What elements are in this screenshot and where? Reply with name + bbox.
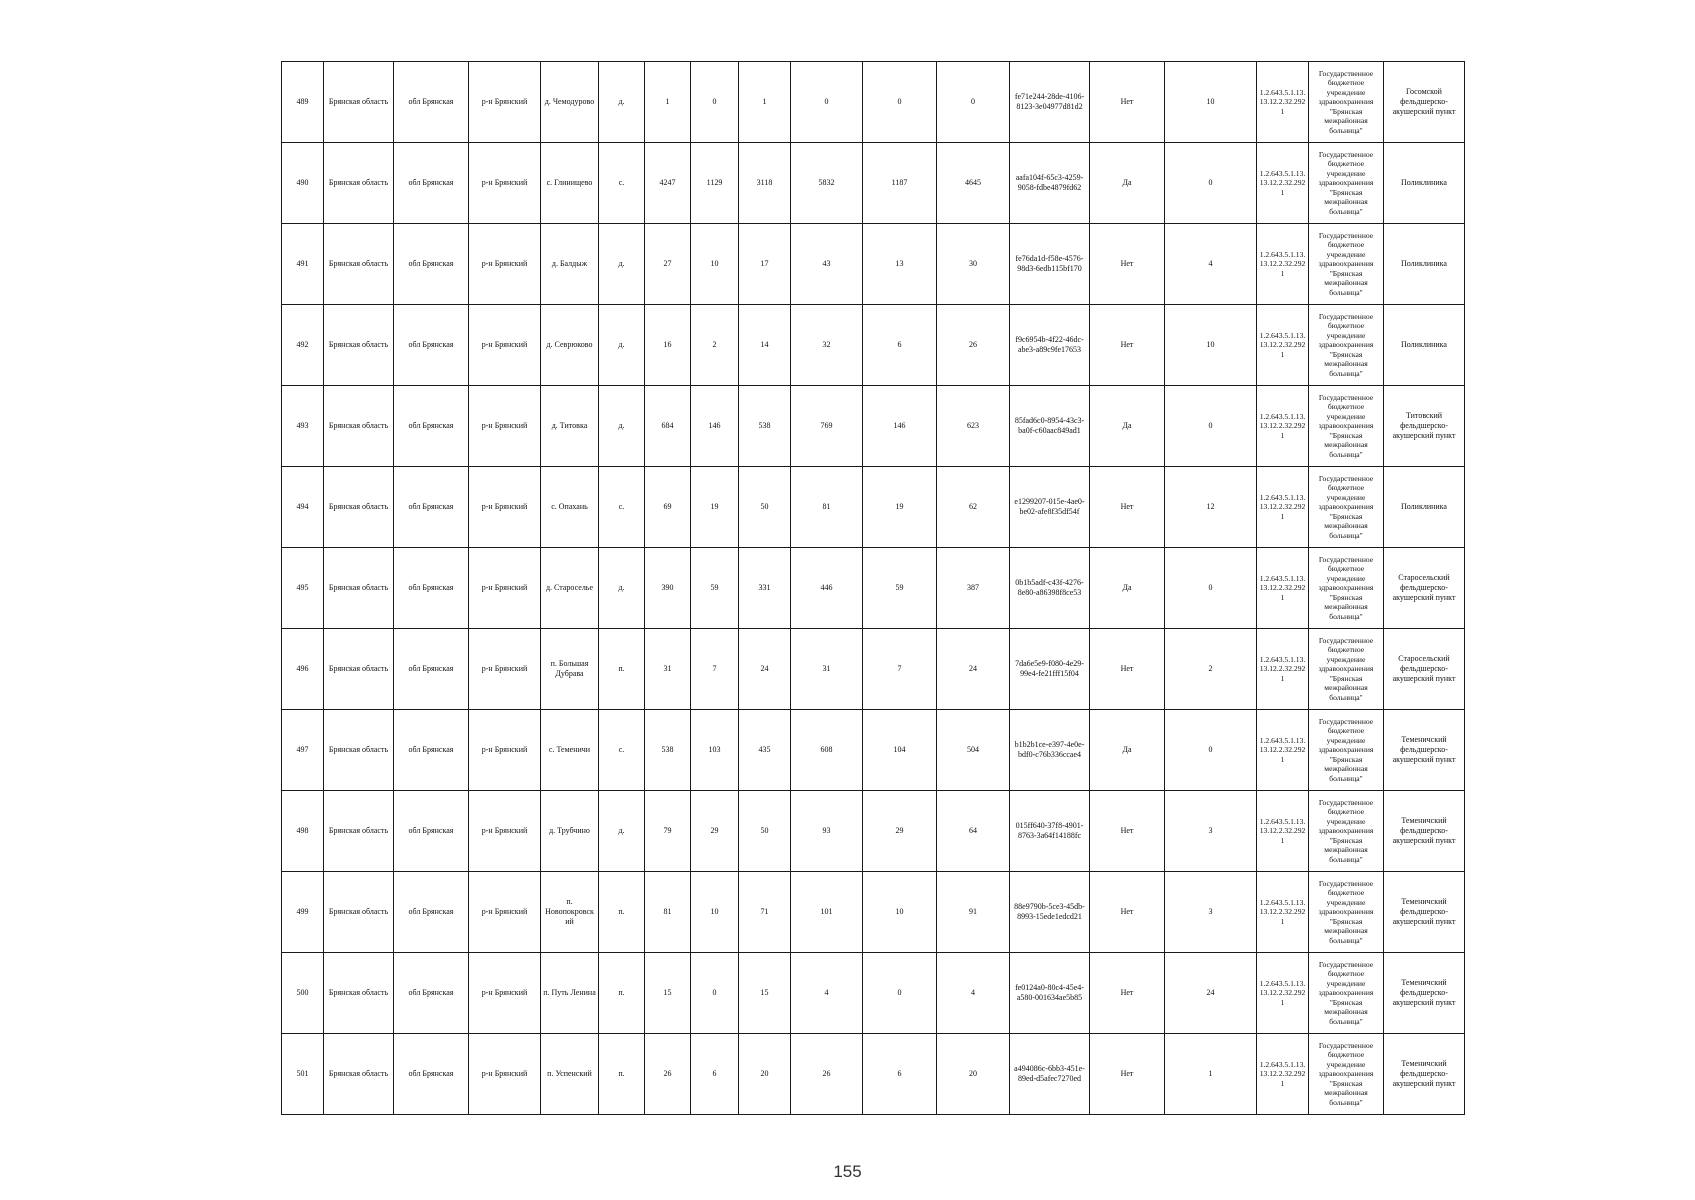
value-cell-4: 104 <box>863 710 937 791</box>
distance-cell: 4 <box>1165 224 1257 305</box>
oblast-cell: обл Брянская <box>394 629 469 710</box>
value-cell-5: 62 <box>937 467 1010 548</box>
value-cell-3: 43 <box>791 224 863 305</box>
value-cell-3: 4 <box>791 953 863 1034</box>
locality-cell: д. Чемодурово <box>541 62 599 143</box>
settlement-type-cell: п. <box>599 629 645 710</box>
value-cell-2: 3118 <box>739 143 791 224</box>
total-population-cell: 1 <box>645 62 691 143</box>
row-number-cell: 494 <box>282 467 324 548</box>
district-cell: р-н Брянский <box>469 710 541 791</box>
table-row <box>282 305 1465 386</box>
table-row <box>282 548 1465 629</box>
value-cell-1: 29 <box>691 791 739 872</box>
row-number-cell: 497 <box>282 710 324 791</box>
locality-cell: п. Новопокровский <box>541 872 599 953</box>
distance-cell: 0 <box>1165 386 1257 467</box>
total-population-cell: 27 <box>645 224 691 305</box>
value-cell-1: 10 <box>691 224 739 305</box>
flag-cell: Да <box>1090 548 1165 629</box>
region-cell: Брянская область <box>324 872 394 953</box>
oid-cell: 1.2.643.5.1.13.13.12.2.32.2921 <box>1257 791 1309 872</box>
value-cell-2: 71 <box>739 872 791 953</box>
fias-guid-cell: b1b2b1ce-e397-4e0e-bdf0-c76b336ccae4 <box>1010 710 1090 791</box>
value-cell-4: 7 <box>863 629 937 710</box>
value-cell-3: 93 <box>791 791 863 872</box>
district-cell: р-н Брянский <box>469 953 541 1034</box>
locality-cell: д. Трубчино <box>541 791 599 872</box>
value-cell-1: 1129 <box>691 143 739 224</box>
table-row <box>282 62 1465 143</box>
oid-cell: 1.2.643.5.1.13.13.12.2.32.2921 <box>1257 143 1309 224</box>
distance-cell: 3 <box>1165 791 1257 872</box>
flag-cell: Нет <box>1090 305 1165 386</box>
facility-cell: Теменичский фельдшерско-акушерский пункт <box>1384 872 1465 953</box>
settlements-table <box>281 61 1465 1115</box>
distance-cell: 24 <box>1165 953 1257 1034</box>
organization-cell: Государственное бюджетное учреждение здравоохранения "Брянская межрайонная больница" <box>1309 224 1384 305</box>
value-cell-4: 6 <box>863 305 937 386</box>
total-population-cell: 4247 <box>645 143 691 224</box>
organization-cell: Государственное бюджетное учреждение здравоохранения "Брянская межрайонная больница" <box>1309 791 1384 872</box>
table-row <box>282 224 1465 305</box>
oid-cell: 1.2.643.5.1.13.13.12.2.32.2921 <box>1257 1034 1309 1115</box>
organization-cell: Государственное бюджетное учреждение здравоохранения "Брянская межрайонная больница" <box>1309 710 1384 791</box>
value-cell-1: 2 <box>691 305 739 386</box>
flag-cell: Нет <box>1090 62 1165 143</box>
value-cell-3: 608 <box>791 710 863 791</box>
value-cell-3: 31 <box>791 629 863 710</box>
value-cell-1: 7 <box>691 629 739 710</box>
settlement-type-cell: д. <box>599 548 645 629</box>
fias-guid-cell: fe0124a0-80c4-45e4-a580-001634ae5b85 <box>1010 953 1090 1034</box>
value-cell-3: 81 <box>791 467 863 548</box>
total-population-cell: 15 <box>645 953 691 1034</box>
value-cell-4: 0 <box>863 62 937 143</box>
settlement-type-cell: с. <box>599 143 645 224</box>
table-row <box>282 386 1465 467</box>
settlement-type-cell: с. <box>599 710 645 791</box>
organization-cell: Государственное бюджетное учреждение здравоохранения "Брянская межрайонная больница" <box>1309 548 1384 629</box>
district-cell: р-н Брянский <box>469 467 541 548</box>
oid-cell: 1.2.643.5.1.13.13.12.2.32.2921 <box>1257 629 1309 710</box>
organization-cell: Государственное бюджетное учреждение здравоохранения "Брянская межрайонная больница" <box>1309 386 1384 467</box>
flag-cell: Нет <box>1090 1034 1165 1115</box>
distance-cell: 3 <box>1165 872 1257 953</box>
distance-cell: 10 <box>1165 62 1257 143</box>
table-row <box>282 467 1465 548</box>
organization-cell: Государственное бюджетное учреждение здравоохранения "Брянская межрайонная больница" <box>1309 1034 1384 1115</box>
distance-cell: 0 <box>1165 548 1257 629</box>
total-population-cell: 26 <box>645 1034 691 1115</box>
locality-cell: п. Большая Дубрава <box>541 629 599 710</box>
facility-cell: Поликлиника <box>1384 224 1465 305</box>
value-cell-2: 15 <box>739 953 791 1034</box>
value-cell-4: 29 <box>863 791 937 872</box>
distance-cell: 2 <box>1165 629 1257 710</box>
settlement-type-cell: д. <box>599 386 645 467</box>
distance-cell: 0 <box>1165 710 1257 791</box>
value-cell-2: 435 <box>739 710 791 791</box>
row-number-cell: 499 <box>282 872 324 953</box>
value-cell-1: 59 <box>691 548 739 629</box>
oblast-cell: обл Брянская <box>394 1034 469 1115</box>
region-cell: Брянская область <box>324 305 394 386</box>
settlement-type-cell: д. <box>599 224 645 305</box>
table-row <box>282 629 1465 710</box>
region-cell: Брянская область <box>324 1034 394 1115</box>
fias-guid-cell: a494086c-6bb3-451e-89ed-d5afec7270ed <box>1010 1034 1090 1115</box>
value-cell-1: 0 <box>691 953 739 1034</box>
flag-cell: Нет <box>1090 629 1165 710</box>
value-cell-2: 24 <box>739 629 791 710</box>
fias-guid-cell: 7da6e5e9-f080-4e29-99e4-fe21fff15f04 <box>1010 629 1090 710</box>
district-cell: р-н Брянский <box>469 872 541 953</box>
region-cell: Брянская область <box>324 386 394 467</box>
oblast-cell: обл Брянская <box>394 953 469 1034</box>
value-cell-2: 14 <box>739 305 791 386</box>
value-cell-5: 30 <box>937 224 1010 305</box>
value-cell-3: 5832 <box>791 143 863 224</box>
distance-cell: 0 <box>1165 143 1257 224</box>
locality-cell: д. Балдыж <box>541 224 599 305</box>
value-cell-3: 769 <box>791 386 863 467</box>
flag-cell: Нет <box>1090 872 1165 953</box>
row-number-cell: 492 <box>282 305 324 386</box>
value-cell-5: 4 <box>937 953 1010 1034</box>
facility-cell: Титовский фельдшерско-акушерский пункт <box>1384 386 1465 467</box>
organization-cell: Государственное бюджетное учреждение здравоохранения "Брянская межрайонная больница" <box>1309 143 1384 224</box>
fias-guid-cell: aafa104f-65c3-4259-9058-fdbe4879fd62 <box>1010 143 1090 224</box>
oblast-cell: обл Брянская <box>394 305 469 386</box>
value-cell-4: 19 <box>863 467 937 548</box>
fias-guid-cell: f9c6954b-4f22-46dc-abe3-a89c9fe17653 <box>1010 305 1090 386</box>
region-cell: Брянская область <box>324 548 394 629</box>
district-cell: р-н Брянский <box>469 62 541 143</box>
value-cell-5: 504 <box>937 710 1010 791</box>
table-row <box>282 953 1465 1034</box>
organization-cell: Государственное бюджетное учреждение здравоохранения "Брянская межрайонная больница" <box>1309 953 1384 1034</box>
value-cell-3: 446 <box>791 548 863 629</box>
organization-cell: Государственное бюджетное учреждение здравоохранения "Брянская межрайонная больница" <box>1309 62 1384 143</box>
facility-cell: Поликлиника <box>1384 143 1465 224</box>
total-population-cell: 79 <box>645 791 691 872</box>
distance-cell: 12 <box>1165 467 1257 548</box>
settlement-type-cell: п. <box>599 1034 645 1115</box>
row-number-cell: 501 <box>282 1034 324 1115</box>
flag-cell: Нет <box>1090 467 1165 548</box>
value-cell-4: 10 <box>863 872 937 953</box>
value-cell-2: 1 <box>739 62 791 143</box>
organization-cell: Государственное бюджетное учреждение здравоохранения "Брянская межрайонная больница" <box>1309 467 1384 548</box>
district-cell: р-н Брянский <box>469 1034 541 1115</box>
table-row <box>282 791 1465 872</box>
value-cell-3: 0 <box>791 62 863 143</box>
facility-cell: Поликлиника <box>1384 467 1465 548</box>
value-cell-4: 0 <box>863 953 937 1034</box>
oblast-cell: обл Брянская <box>394 791 469 872</box>
oid-cell: 1.2.643.5.1.13.13.12.2.32.2921 <box>1257 305 1309 386</box>
district-cell: р-н Брянский <box>469 629 541 710</box>
settlement-type-cell: д. <box>599 62 645 143</box>
value-cell-1: 0 <box>691 62 739 143</box>
locality-cell: д. Староселье <box>541 548 599 629</box>
locality-cell: с. Опахань <box>541 467 599 548</box>
district-cell: р-н Брянский <box>469 791 541 872</box>
fias-guid-cell: fe76da1d-f58e-4576-98d3-6edb115bf170 <box>1010 224 1090 305</box>
value-cell-3: 32 <box>791 305 863 386</box>
organization-cell: Государственное бюджетное учреждение здравоохранения "Брянская межрайонная больница" <box>1309 872 1384 953</box>
row-number-cell: 493 <box>282 386 324 467</box>
flag-cell: Нет <box>1090 953 1165 1034</box>
total-population-cell: 684 <box>645 386 691 467</box>
oid-cell: 1.2.643.5.1.13.13.12.2.32.2921 <box>1257 224 1309 305</box>
facility-cell: Теменичский фельдшерско-акушерский пункт <box>1384 791 1465 872</box>
locality-cell: п. Путь Ленина <box>541 953 599 1034</box>
table-row <box>282 143 1465 224</box>
value-cell-5: 4645 <box>937 143 1010 224</box>
oblast-cell: обл Брянская <box>394 224 469 305</box>
oid-cell: 1.2.643.5.1.13.13.12.2.32.2921 <box>1257 953 1309 1034</box>
page-number: 155 <box>833 1162 862 1181</box>
total-population-cell: 81 <box>645 872 691 953</box>
settlement-type-cell: п. <box>599 953 645 1034</box>
fias-guid-cell: 88e9790b-5ce3-45db-8993-15ede1edcd21 <box>1010 872 1090 953</box>
value-cell-4: 1187 <box>863 143 937 224</box>
region-cell: Брянская область <box>324 62 394 143</box>
organization-cell: Государственное бюджетное учреждение здравоохранения "Брянская межрайонная больница" <box>1309 305 1384 386</box>
oid-cell: 1.2.643.5.1.13.13.12.2.32.2921 <box>1257 872 1309 953</box>
oblast-cell: обл Брянская <box>394 386 469 467</box>
settlement-type-cell: д. <box>599 305 645 386</box>
region-cell: Брянская область <box>324 143 394 224</box>
total-population-cell: 16 <box>645 305 691 386</box>
value-cell-1: 6 <box>691 1034 739 1115</box>
fias-guid-cell: 0b1b5adf-c43f-4276-8e80-a86398f8ce53 <box>1010 548 1090 629</box>
facility-cell: Поликлиника <box>1384 305 1465 386</box>
value-cell-2: 331 <box>739 548 791 629</box>
oblast-cell: обл Брянская <box>394 143 469 224</box>
fias-guid-cell: 015ff640-37f8-4901-8763-3a64f14188fc <box>1010 791 1090 872</box>
value-cell-5: 24 <box>937 629 1010 710</box>
region-cell: Брянская область <box>324 467 394 548</box>
total-population-cell: 390 <box>645 548 691 629</box>
settlement-type-cell: п. <box>599 872 645 953</box>
fias-guid-cell: e1299207-015e-4ae0-be02-afe8f35df54f <box>1010 467 1090 548</box>
facility-cell: Теменичский фельдшерско-акушерский пункт <box>1384 1034 1465 1115</box>
flag-cell: Да <box>1090 710 1165 791</box>
row-number-cell: 490 <box>282 143 324 224</box>
value-cell-3: 101 <box>791 872 863 953</box>
table-body <box>282 62 1465 1115</box>
total-population-cell: 538 <box>645 710 691 791</box>
value-cell-1: 19 <box>691 467 739 548</box>
locality-cell: д. Титовка <box>541 386 599 467</box>
row-number-cell: 489 <box>282 62 324 143</box>
table-row <box>282 1034 1465 1115</box>
value-cell-5: 20 <box>937 1034 1010 1115</box>
locality-cell: п. Успенский <box>541 1034 599 1115</box>
settlement-type-cell: д. <box>599 791 645 872</box>
district-cell: р-н Брянский <box>469 305 541 386</box>
value-cell-4: 59 <box>863 548 937 629</box>
oblast-cell: обл Брянская <box>394 548 469 629</box>
locality-cell: д. Севрюково <box>541 305 599 386</box>
district-cell: р-н Брянский <box>469 224 541 305</box>
distance-cell: 10 <box>1165 305 1257 386</box>
value-cell-4: 6 <box>863 1034 937 1115</box>
flag-cell: Да <box>1090 143 1165 224</box>
oid-cell: 1.2.643.5.1.13.13.12.2.32.2921 <box>1257 548 1309 629</box>
row-number-cell: 495 <box>282 548 324 629</box>
oblast-cell: обл Брянская <box>394 467 469 548</box>
value-cell-2: 20 <box>739 1034 791 1115</box>
region-cell: Брянская область <box>324 629 394 710</box>
oblast-cell: обл Брянская <box>394 62 469 143</box>
value-cell-5: 623 <box>937 386 1010 467</box>
flag-cell: Нет <box>1090 224 1165 305</box>
district-cell: р-н Брянский <box>469 386 541 467</box>
fias-guid-cell: 85fad6c0-8954-43c3-ba0f-c60aac849ad1 <box>1010 386 1090 467</box>
oblast-cell: обл Брянская <box>394 872 469 953</box>
total-population-cell: 69 <box>645 467 691 548</box>
oid-cell: 1.2.643.5.1.13.13.12.2.32.2921 <box>1257 386 1309 467</box>
oblast-cell: обл Брянская <box>394 710 469 791</box>
facility-cell: Старосельский фельдшерско-акушерский пункт <box>1384 548 1465 629</box>
oid-cell: 1.2.643.5.1.13.13.12.2.32.2921 <box>1257 62 1309 143</box>
oid-cell: 1.2.643.5.1.13.13.12.2.32.2921 <box>1257 467 1309 548</box>
value-cell-1: 146 <box>691 386 739 467</box>
flag-cell: Нет <box>1090 791 1165 872</box>
region-cell: Брянская область <box>324 224 394 305</box>
value-cell-2: 538 <box>739 386 791 467</box>
district-cell: р-н Брянский <box>469 143 541 224</box>
total-population-cell: 31 <box>645 629 691 710</box>
region-cell: Брянская область <box>324 710 394 791</box>
locality-cell: с. Глинищево <box>541 143 599 224</box>
region-cell: Брянская область <box>324 791 394 872</box>
oid-cell: 1.2.643.5.1.13.13.12.2.32.2921 <box>1257 710 1309 791</box>
facility-cell: Теменичский фельдшерско-акушерский пункт <box>1384 710 1465 791</box>
organization-cell: Государственное бюджетное учреждение здравоохранения "Брянская межрайонная больница" <box>1309 629 1384 710</box>
value-cell-1: 10 <box>691 872 739 953</box>
facility-cell: Старосельский фельдшерско-акушерский пункт <box>1384 629 1465 710</box>
distance-cell: 1 <box>1165 1034 1257 1115</box>
value-cell-5: 26 <box>937 305 1010 386</box>
value-cell-1: 103 <box>691 710 739 791</box>
value-cell-2: 50 <box>739 467 791 548</box>
fias-guid-cell: fe71e244-28de-4106-8123-3e04977d81d2 <box>1010 62 1090 143</box>
row-number-cell: 496 <box>282 629 324 710</box>
facility-cell: Теменичский фельдшерско-акушерский пункт <box>1384 953 1465 1034</box>
row-number-cell: 498 <box>282 791 324 872</box>
value-cell-5: 387 <box>937 548 1010 629</box>
district-cell: р-н Брянский <box>469 548 541 629</box>
value-cell-5: 0 <box>937 62 1010 143</box>
row-number-cell: 491 <box>282 224 324 305</box>
locality-cell: с. Теменичи <box>541 710 599 791</box>
value-cell-5: 91 <box>937 872 1010 953</box>
value-cell-3: 26 <box>791 1034 863 1115</box>
table-row <box>282 710 1465 791</box>
value-cell-2: 17 <box>739 224 791 305</box>
value-cell-4: 146 <box>863 386 937 467</box>
value-cell-4: 13 <box>863 224 937 305</box>
row-number-cell: 500 <box>282 953 324 1034</box>
settlement-type-cell: с. <box>599 467 645 548</box>
value-cell-2: 50 <box>739 791 791 872</box>
value-cell-5: 64 <box>937 791 1010 872</box>
flag-cell: Да <box>1090 386 1165 467</box>
table-row <box>282 872 1465 953</box>
facility-cell: Госомской фельдшерско-акушерский пункт <box>1384 62 1465 143</box>
region-cell: Брянская область <box>324 953 394 1034</box>
